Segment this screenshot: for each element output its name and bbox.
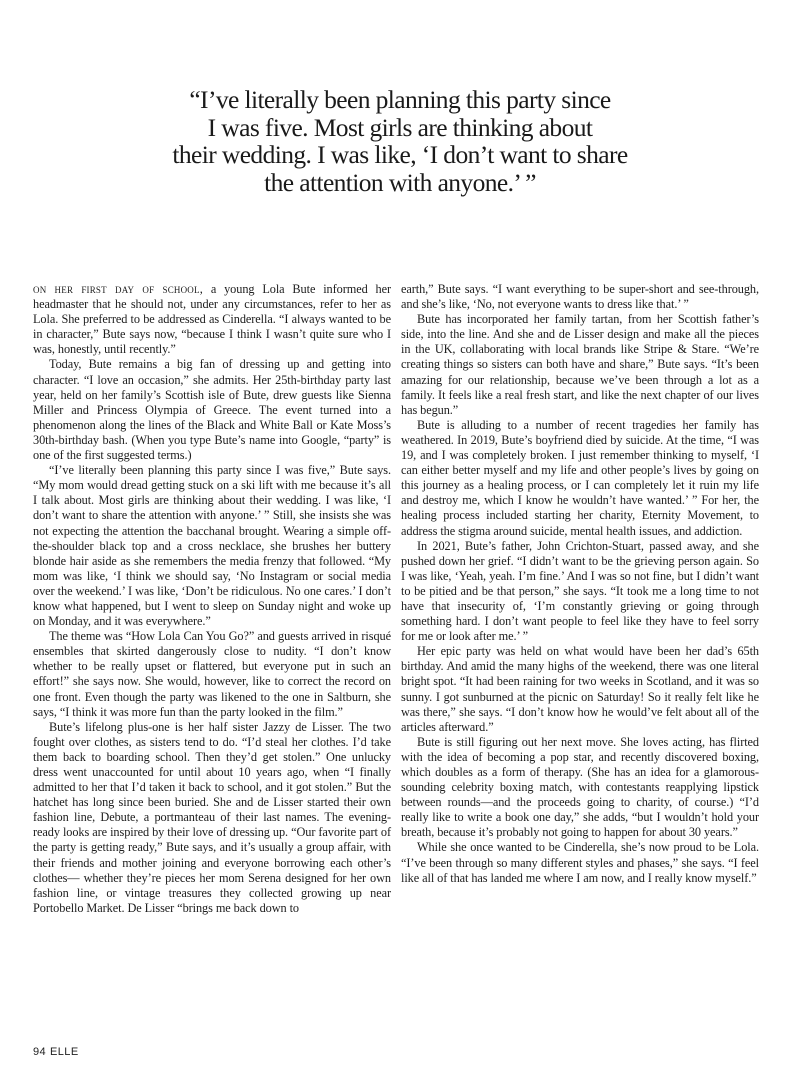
article-paragraph: Today, Bute remains a big fan of dressing up and getting into character. “I love an occasion,” she admits. Her 25th-birthday party last year, held on her family’s Scottish isle of Bute, drew guests like Sienna Miller and Princess Olympia of Greece. The event turned into a phenomenon along the lines of the Black and White Ball or Kate Moss’s 30th-birthday bash. (When you type Bute’s name into Google, “party” is one of the first suggested terms.) xyxy=(33,357,391,463)
article-paragraph: “I’ve literally been planning this party since I was five,” Bute says. “My mom would dread getting stuck on a ski lift with me because it’s all I talk about. Most girls are thinking about their wedding. I was like, ‘I don’t want to share the attention with anyone.’ ” Still, she insists she was not expecting the attention the bacchanal brought. Wearing a simple off-the-shoulder black top and a cross necklace, she brushes her buttery blonde hair aside as she remembers the media frenzy that followed. “My mom was like, ‘I think we should say, ‘No Instagram or social media over the weekend.’ I was like, ‘Don’t be ridiculous. No one cares.’ I don’t know what happened, but I went to sleep on Sunday night and woke up on Monday, and it was everywhere.” xyxy=(33,463,391,629)
article-paragraph: Bute is alluding to a number of recent tragedies her family has weathered. In 2019, Bute’s boyfriend died by suicide. At the time, “I was 19, and I was completely broken. I just remember thinking to myself, ‘I can either better myself and my life and other people’s lives by going on this journey as a healing process, or I can completely let it ruin my life and destroy me, which I know he wouldn’t have wanted.’ ” For her, the healing process included starting her charity, Eternity Movement, to address the stigma around suicide, mental health issues, and addiction. xyxy=(401,417,759,538)
article-paragraph xyxy=(33,282,391,357)
article-column-left xyxy=(33,282,391,916)
pull-quote xyxy=(120,86,680,196)
pull-quote-line: “I’ve literally been planning this party since xyxy=(189,85,611,114)
page-footer xyxy=(33,1046,83,1058)
magazine-name: ELLE xyxy=(50,1046,79,1058)
paragraph-text: a young Lola Bute informed her headmaster that he should not, under any circumstances, refer to her as Lola. She preferred to be addressed as Cinderella. “I always wanted to be in character,” Bute says now, “because I think I wasn’t quite sure who I was, honestly, until recently.” xyxy=(33,282,391,357)
article-paragraph: Bute has incorporated her family tartan, from her Scottish father’s side, into the line. And she and de Lisser design and make all the pieces in the UK, collaborating with local brands like Stripe & Stare. “We’re creating things so sisters can both have and share,” Bute says. “It’s been amazing for our relationship, because we’ve been through a lot as a family. It feels like a real fresh start, and like the next chapter of our lives has begun.” xyxy=(401,312,759,417)
pull-quote-line: I was five. Most girls are thinking about xyxy=(207,112,593,142)
article-paragraph: In 2021, Bute’s father, John Crichton-Stuart, passed away, and she pushed down her grief. “I didn’t want to be the grieving person again. So I was like, ‘Yeah, yeah. I’m fine.’ And I was so not fine, but I didn’t want to be pitied and be that person,” she says. “It took me a long time to not have that insecurity of, ‘I’m constantly grieving or going through something hard. I don’t want people to feel like they have to feel sorry for me or look after me.’ ” xyxy=(401,538,759,644)
article-paragraph: Her epic party was held on what would have been her dad’s 65th birthday. And amid the many highs of the weekend, there was one literal bright spot. “It had been raining for two weeks in Scotland, and it was so sunny. I got sunburned at the picnic on Saturday! So it really felt like he was there,” she says. “I don’t know how he would’ve felt about all of the articles afterward.” xyxy=(401,644,759,734)
article-column-right xyxy=(401,282,759,886)
page-number: 94 xyxy=(33,1046,47,1058)
article-paragraph: Bute is still figuring out her next move. She loves acting, has flirted with the idea of becoming a pop star, and recently discovered boxing, which doubles as a form of therapy. (She has an idea for a glamorous-sounding celebrity boxing match, with contestants reapplying lipstick between rounds—and the proceeds going to charity, of course.) “I’d really like to write a book one day,” she adds, “but I wouldn’t hold your breath, because it’s probably not going to happen for about 30 years.” xyxy=(401,734,759,840)
pull-quote-line: the attention with anyone.’ ” xyxy=(264,167,536,197)
article-paragraph: Bute’s lifelong plus-one is her half sister Jazzy de Lisser. The two fought over clothes, as sisters tend to do. “I’d steal her clothes. I’d take them back to boarding school. Then they’d get stolen.” One unlucky dress went unaccounted for until about 10 years ago, when “I finally admitted to her that I’d taken it back to school, and it got stolen.” But the hatchet has long since been buried. She and de Lisser started their own fashion line, Debute, a portmanteau of their last names. The evening-ready looks are inspired by their love of dressing up. “Our favorite part of the party is getting ready,” Bute says, and it’s usually a group affair, with their friends and mother joining and everyone borrowing each other’s clothes— whether they’re pieces her mom Serena designed for her own fashion line, or vintage treasures they collected growing up near Portobello Market. De Lisser “brings me back down to xyxy=(33,719,391,915)
article-paragraph: The theme was “How Lola Can You Go?” and guests arrived in risqué ensembles that skirted dangerously close to nudity. “I don’t know whether to be really upset or flattered, but everyone put in such an effort!” she says now. She would, however, like to correct the record on one front. Even though the party was likened to the one in Saltburn, she says, “I think it was more fun than the party looked in the film.” xyxy=(33,629,391,719)
article-paragraph: earth,” Bute says. “I want everything to be super-short and see-through, and she’s like, ‘No, not everyone wants to dress like that.’ ” xyxy=(401,282,759,312)
lead-in: on her first day of school, xyxy=(33,282,203,296)
article-paragraph: While she once wanted to be Cinderella, she’s now proud to be Lola. “I’ve been through so many different styles and phases,” she says. “I feel like all of that has landed me where I am now, and I really know myself.” xyxy=(401,840,759,885)
pull-quote-line: their wedding. I was like, ‘I don’t want to share xyxy=(172,140,628,169)
